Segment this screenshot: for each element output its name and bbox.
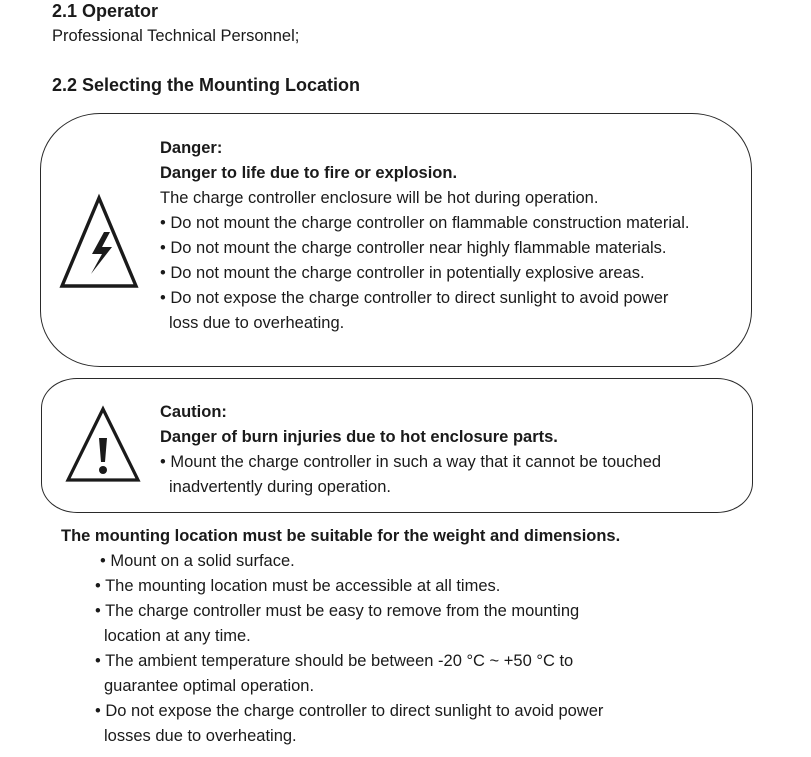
requirement-item-continuation: guarantee optimal operation. <box>104 677 315 695</box>
exclamation-warning-icon <box>64 404 142 484</box>
danger-bullet: • Do not expose the charge controller to direct sunlight to avoid power <box>160 289 669 307</box>
requirement-item: • Do not expose the charge controller to direct sunlight to avoid power <box>95 702 604 720</box>
requirement-item-continuation: location at any time. <box>104 627 251 645</box>
danger-bullet: • Do not mount the charge controller in potentially explosive areas. <box>160 264 645 282</box>
operator-description: Professional Technical Personnel; <box>52 27 300 45</box>
caution-bullet-continuation: inadvertently during operation. <box>169 478 391 496</box>
danger-bullet-continuation: loss due to overheating. <box>169 314 345 332</box>
electric-hazard-warning-icon <box>58 192 140 292</box>
requirement-item: • Mount on a solid surface. <box>100 552 295 570</box>
danger-title: Danger to life due to fire or explosion. <box>160 164 458 182</box>
requirements-title: The mounting location must be suitable for the weight and dimensions. <box>61 527 621 545</box>
danger-label: Danger: <box>160 139 223 157</box>
danger-bullet: • Do not mount the charge controller on flammable construction material. <box>160 214 690 232</box>
requirement-item: • The ambient temperature should be between -20 °C ~ +50 °C to <box>95 652 574 670</box>
requirement-item: • The mounting location must be accessible at all times. <box>95 577 501 595</box>
requirement-item-continuation: losses due to overheating. <box>104 727 297 745</box>
section-heading-operator: 2.1 Operator <box>52 1 159 21</box>
caution-bullet: • Mount the charge controller in such a way that it cannot be touched <box>160 453 662 471</box>
danger-intro: The charge controller enclosure will be hot during operation. <box>160 189 599 207</box>
danger-bullet: • Do not mount the charge controller near highly flammable materials. <box>160 239 667 257</box>
caution-title: Danger of burn injuries due to hot enclosure parts. <box>160 428 558 446</box>
requirement-item: • The charge controller must be easy to remove from the mounting <box>95 602 580 620</box>
section-heading-mounting-location: 2.2 Selecting the Mounting Location <box>52 75 361 95</box>
caution-label: Caution: <box>160 403 227 421</box>
